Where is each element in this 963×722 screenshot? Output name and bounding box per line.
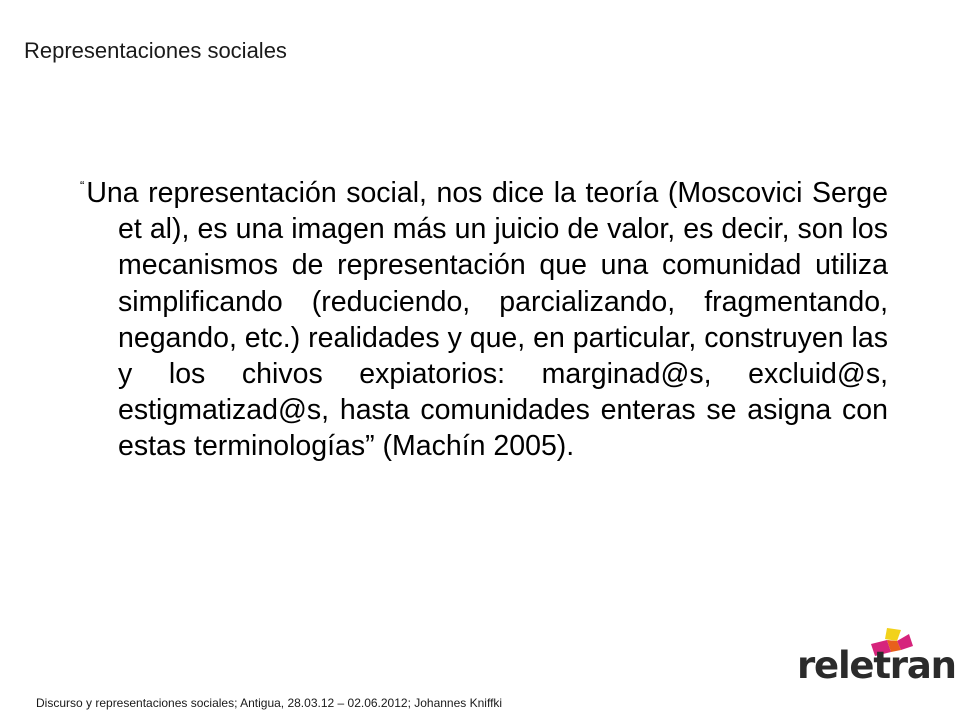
quote-text: Una representación social, nos dice la teoría (Moscovici Serge et al), es una imagen más un juicio de valor, es decir, son los mecanismos de representación que una comunidad utiliza simplificando (reduciendo, parcializando, fragmentando, negando, etc.) realidades y que, en particular, construyen las y los chivos expiatorios: marginad@s, excluid@s, estigmatizad@s, hasta comunidades enteras se asigna con estas terminologías” (Machín 2005). [86, 177, 888, 463]
reletran-logo [797, 628, 956, 692]
slide-title: Representaciones sociales [24, 38, 287, 63]
quote-paragraph [80, 168, 888, 465]
footer-text: Discurso y representaciones sociales; Antigua, 28.03.12 – 02.06.2012; Johannes Kniffki [36, 696, 503, 710]
logo-wordmark: reletran [797, 644, 956, 687]
open-quote-mark: “ [80, 178, 85, 193]
